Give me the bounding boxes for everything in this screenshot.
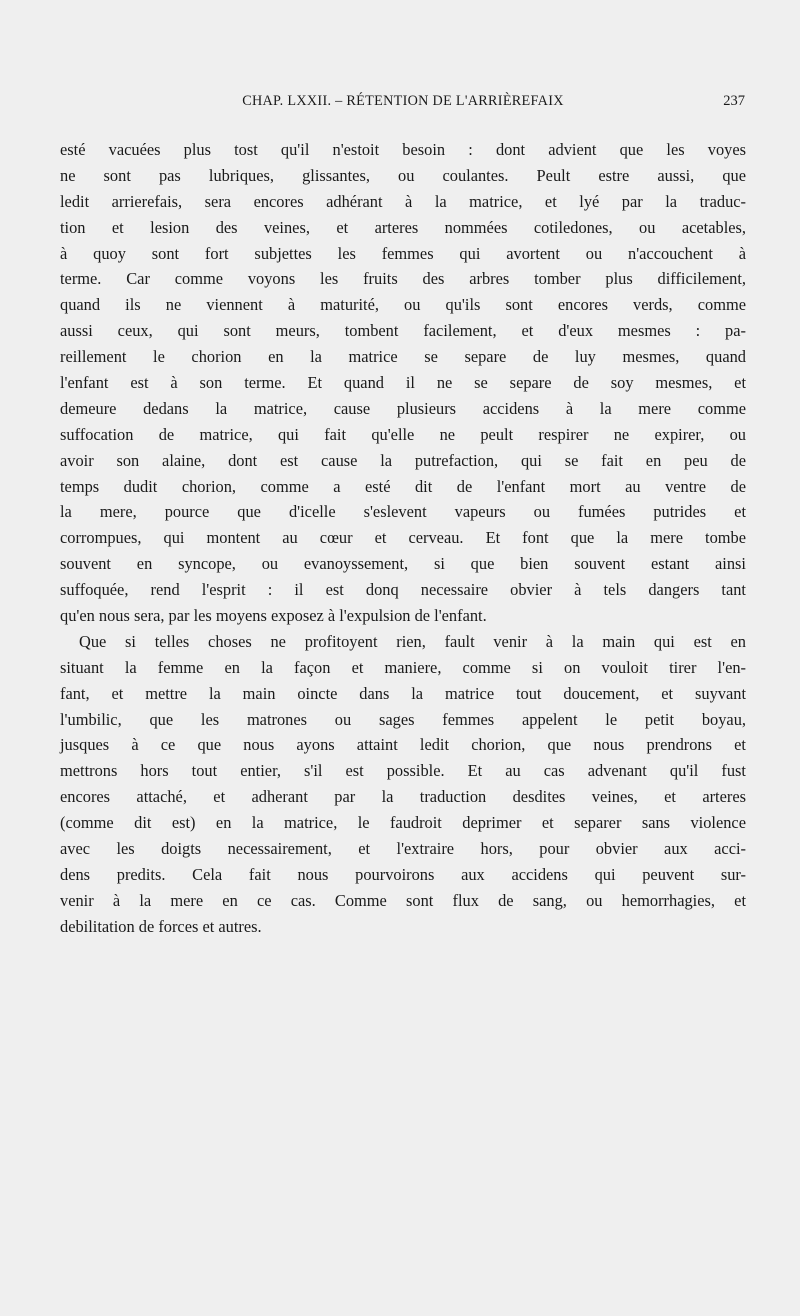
paragraph-2 (60, 629, 746, 940)
text-line: suffocation de matrice, qui fait qu'elle ne peult respirer ne expirer, ou (60, 424, 746, 444)
paragraph-1 (60, 137, 746, 629)
text-line: esté vacuées plus tost qu'il n'estoit besoin : dont advient que les voyes (60, 140, 746, 159)
text-line: Que si telles choses ne profitoyent rien, fault venir à la main qui est en (79, 631, 746, 651)
text-line: la mere, pource que d'icelle s'eslevent vapeurs ou fumées putrides et (60, 502, 746, 522)
text-line: terme. Car comme voyons les fruits des arbres tomber plus difficilement, (60, 269, 746, 289)
text-line: avec les doigts necessairement, et l'extraire hors, pour obvier aux acci- (60, 839, 746, 859)
text-line: reillement le chorion en la matrice se separe de luy mesmes, quand (60, 347, 746, 367)
text-line: l'umbilic, que les matrones ou sages femmes appelent le petit boyau, (60, 709, 746, 729)
body-text (60, 137, 746, 940)
text-line: souvent en syncope, ou evanoyssement, si que bien souvent estant ainsi (60, 554, 746, 574)
page-number: 237 (723, 93, 745, 109)
text-line: (comme dit est) en la matrice, le faudroit deprimer et separer sans violence (60, 813, 746, 833)
text-line: avoir son alaine, dont est cause la putrefaction, qui se fait en peu de (60, 450, 746, 470)
text-line: encores attaché, et adherant par la traduction desdites veines, et arteres (60, 787, 746, 807)
text-line: à quoy sont fort subjettes les femmes qui avortent ou n'accouchent à (60, 243, 746, 263)
text-line: l'enfant est à son terme. Et quand il ne se separe de soy mesmes, et (60, 373, 746, 393)
text-line: ledit arrierefais, sera encores adhérant à la matrice, et lyé par la traduc- (60, 191, 746, 211)
text-line: aussi ceux, qui sont meurs, tombent facilement, et d'eux mesmes : pa- (60, 321, 746, 341)
text-line: demeure dedans la matrice, cause plusieurs accidens à la mere comme (60, 398, 746, 418)
text-line: tion et lesion des veines, et arteres nommées cotiledones, ou acetables, (60, 217, 746, 237)
text-line: dens predits. Cela fait nous pourvoirons aux accidens qui peuvent sur- (60, 864, 746, 884)
text-line: jusques à ce que nous ayons attaint ledit chorion, que nous prendrons et (60, 735, 746, 755)
text-line: ne sont pas lubriques, glissantes, ou coulantes. Peult estre aussi, que (60, 165, 746, 185)
text-line: suffoquée, rend l'esprit : il est donq necessaire obvier à tels dangers tant (60, 580, 746, 600)
text-line: temps dudit chorion, comme a esté dit de l'enfant mort au ventre de (60, 476, 746, 496)
text-line: venir à la mere en ce cas. Comme sont flux de sang, ou hemorrhagies, et (60, 890, 746, 910)
running-title: CHAP. LXXII. – RÉTENTION DE L'ARRIÈREFAIX (242, 93, 564, 109)
text-line: mettrons hors tout entier, s'il est possible. Et au cas advenant qu'il fust (60, 761, 746, 781)
text-line: quand ils ne viennent à maturité, ou qu'ils sont encores verds, comme (60, 295, 746, 315)
text-line: fant, et mettre la main oincte dans la matrice tout doucement, et suyvant (60, 683, 746, 703)
running-head (60, 93, 746, 113)
text-line: corrompues, qui montent au cœur et cerveau. Et font que la mere tombe (60, 528, 746, 548)
text-line: debilitation de forces et autres. (60, 916, 262, 936)
text-line: qu'en nous sera, par les moyens exposez à l'expulsion de l'enfant. (60, 606, 487, 626)
text-line: situant la femme en la façon et maniere, comme si on vouloit tirer l'en- (60, 657, 746, 677)
